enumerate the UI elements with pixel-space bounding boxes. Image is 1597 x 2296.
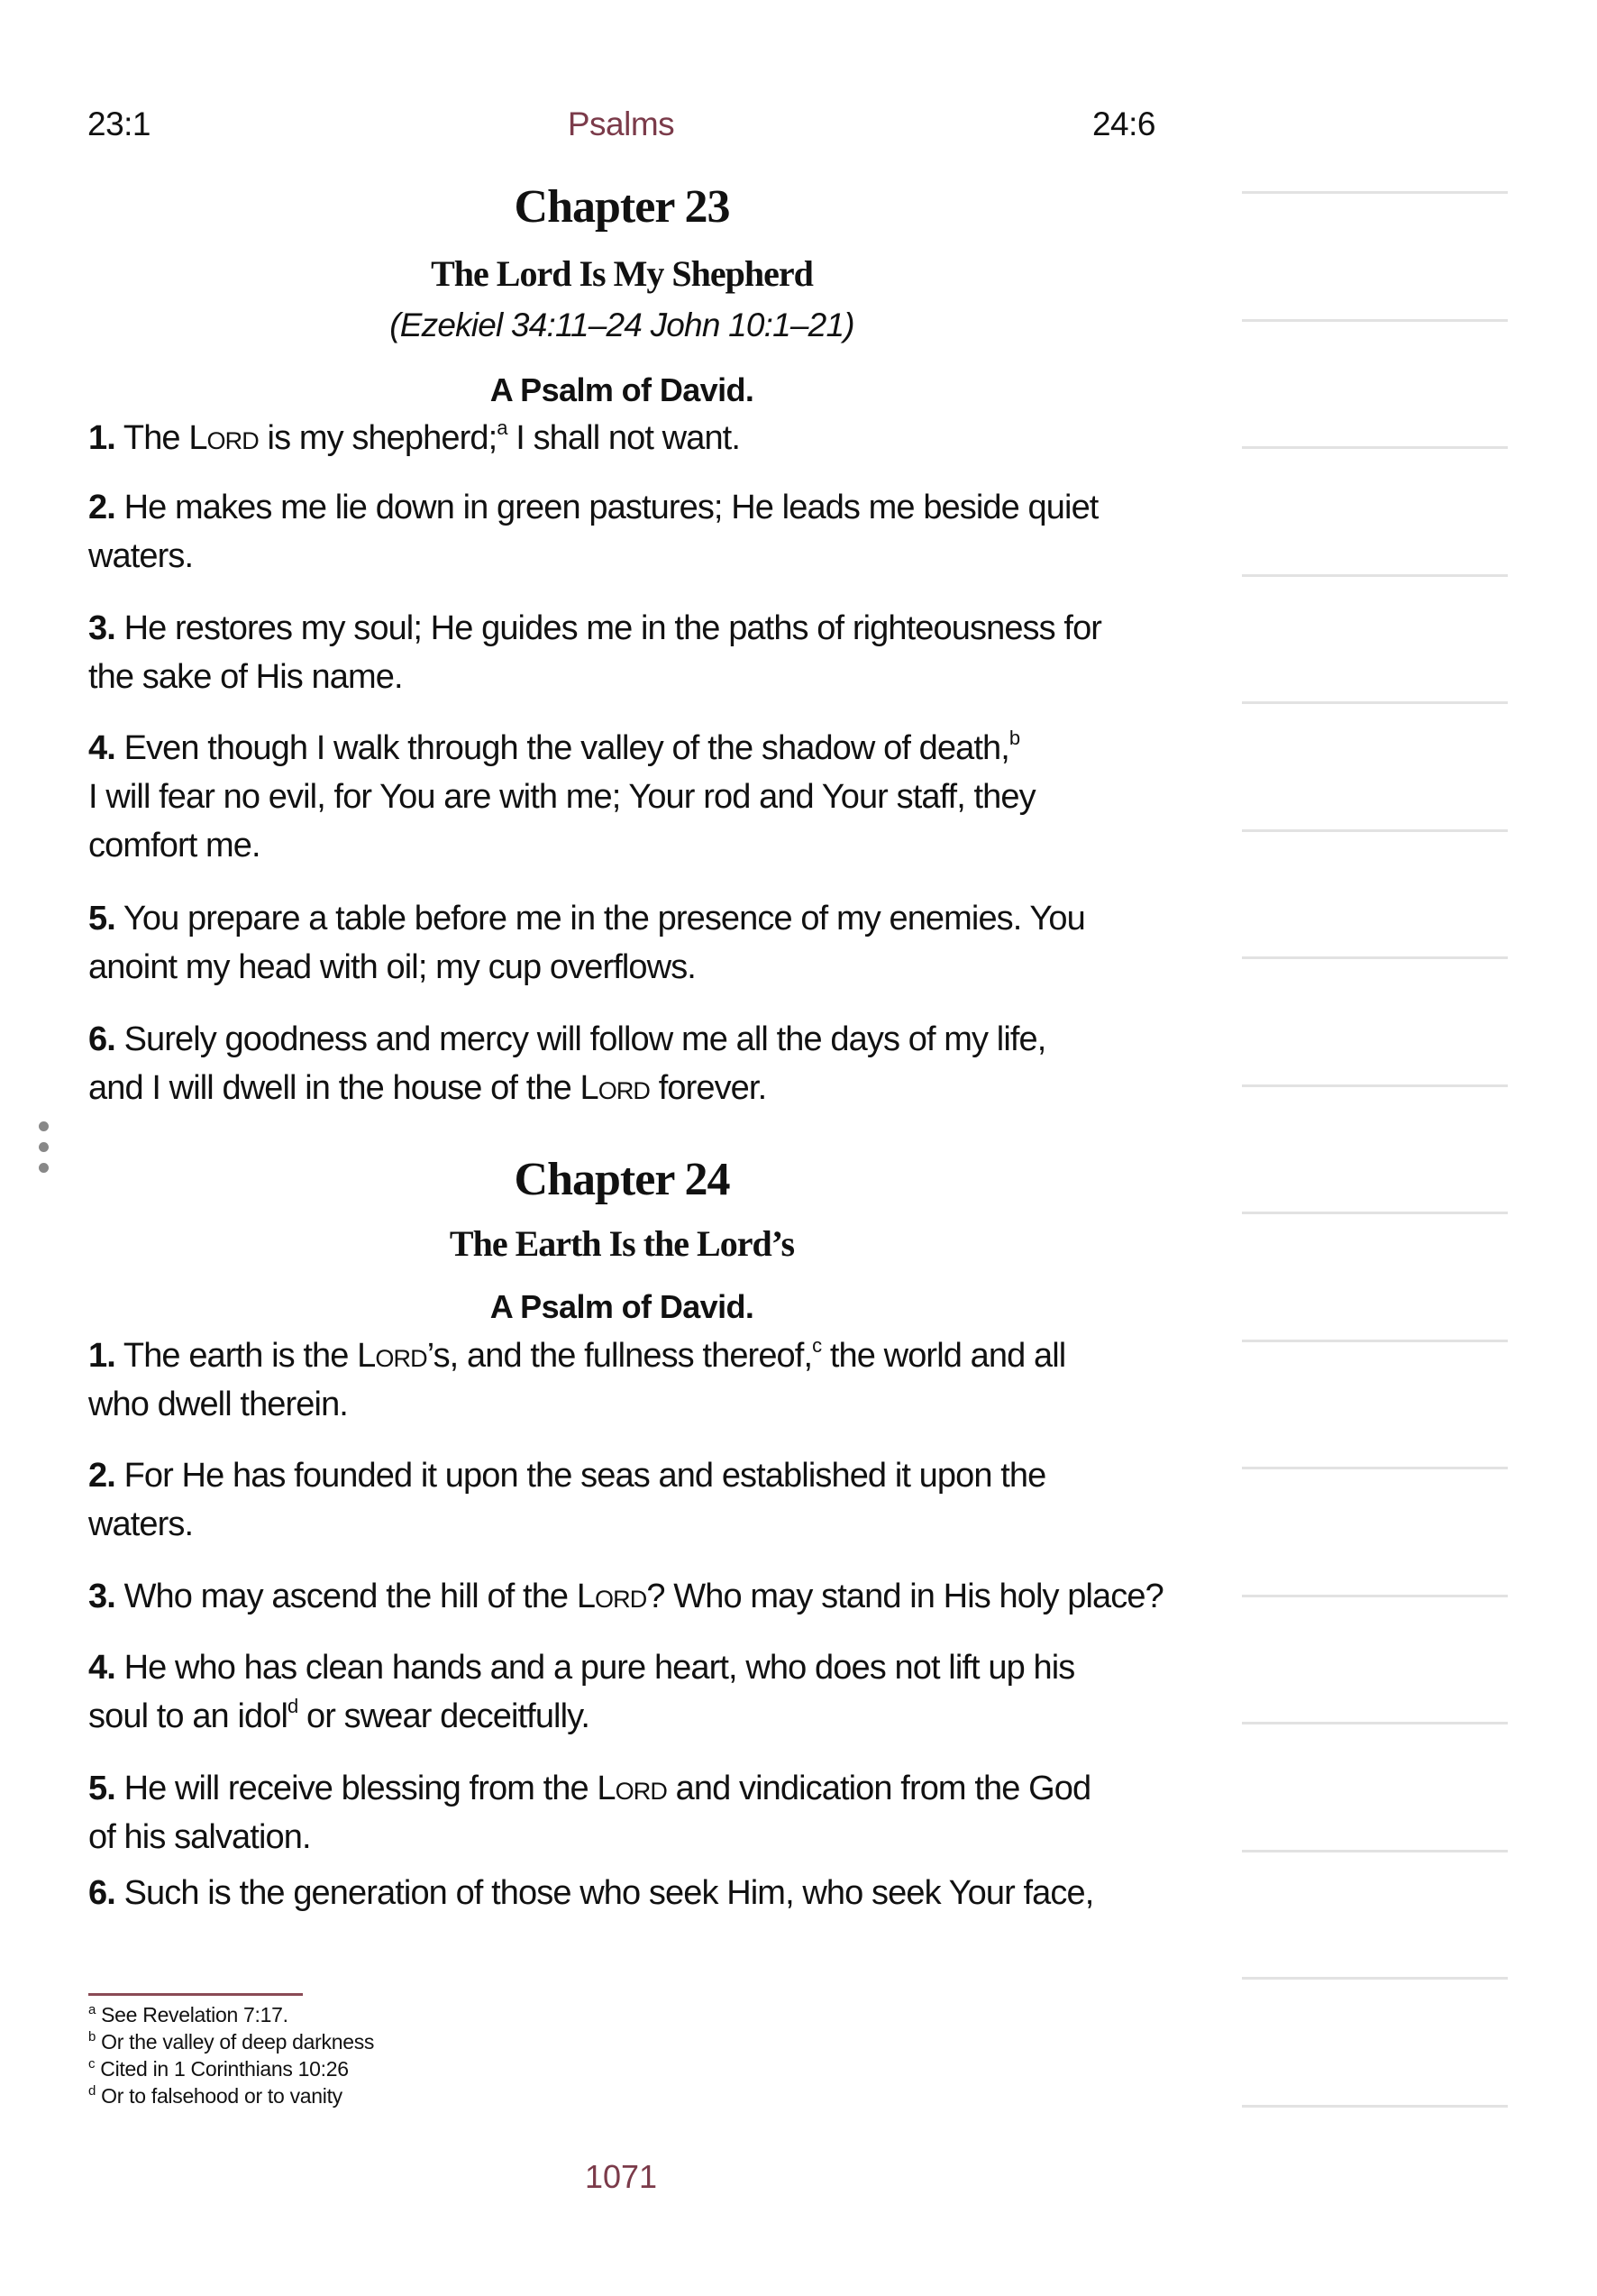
footnote-text: Cited in 1 Corinthians 10:26 [100, 2057, 349, 2081]
divine-name: Lord [188, 419, 259, 457]
note-line [1242, 1850, 1508, 1852]
chapter-23-subtitle: The Lord Is My Shepherd [431, 253, 813, 294]
verse-number: 1. [88, 419, 115, 457]
verse[interactable] [88, 483, 1170, 581]
verse-line: and I will dwell in the house of the Lord forever. [88, 1069, 767, 1107]
verse-number: 5. [88, 900, 115, 938]
note-line [1242, 1212, 1508, 1214]
divine-name: Lord [579, 1069, 651, 1107]
verse-line: who dwell therein. [88, 1386, 348, 1423]
verse-number: 2. [88, 489, 115, 526]
verse[interactable] [88, 1015, 1170, 1112]
footnote-text: See Revelation 7:17. [101, 2003, 288, 2026]
verse-line: 4. He who has clean hands and a pure heart, who does not lift up his [88, 1649, 1075, 1687]
note-line [1242, 956, 1508, 959]
verse[interactable] [88, 1451, 1170, 1549]
verse-line: of his salvation. [88, 1818, 311, 1856]
verse-line: soul to an idol$^d$ or swear deceitfully. [88, 1695, 590, 1735]
verse-line: waters. [88, 1505, 194, 1543]
verse-line: 5. He will receive blessing from the Lord and vindication from the God [88, 1770, 1091, 1807]
footnote-marker: d [88, 2083, 96, 2099]
footnote-reference[interactable]: a [497, 416, 507, 440]
note-line [1242, 1977, 1508, 1980]
note-line [1242, 191, 1508, 194]
footnote-text: Or to falsehood or to vanity [101, 2084, 342, 2108]
verse-number: 6. [88, 1020, 115, 1058]
note-line [1242, 1084, 1508, 1087]
footnote-marker: b [88, 2029, 96, 2045]
chapter-23-superscription: A Psalm of David. [489, 371, 754, 408]
page-number: 1071 [584, 2158, 658, 2195]
book-title: Psalms [567, 105, 675, 142]
divine-name: Lord [576, 1578, 647, 1615]
footnote-b[interactable] [88, 2028, 374, 2055]
footnote-a[interactable] [88, 2001, 288, 2028]
chapter-24-subtitle: The Earth Is the Lord’s [449, 1223, 795, 1264]
footnote-c[interactable] [88, 2055, 349, 2082]
verse-number: 4. [88, 1649, 115, 1687]
verse-number: 1. [88, 1337, 115, 1375]
verse-number: 3. [88, 1578, 115, 1615]
verse-line: the sake of His name. [88, 658, 403, 696]
verse[interactable] [88, 894, 1170, 992]
verse-line: anoint my head with oil; my cup overflows. [88, 948, 696, 986]
note-line [1242, 1340, 1508, 1342]
verse-number: 6. [88, 1874, 115, 1912]
verse-number: 4. [88, 729, 115, 767]
verse-line: 1. The Lord is my shepherd;$^a$ I shall not want. [88, 416, 741, 457]
chapter-24-title: Chapter 24 [514, 1154, 730, 1205]
range-start: 23:1 [87, 105, 151, 142]
chapter-24-superscription: A Psalm of David. [489, 1288, 754, 1325]
footnote-divider [88, 1993, 303, 1996]
note-line [1242, 829, 1508, 832]
note-line [1242, 1595, 1508, 1597]
note-line [1242, 446, 1508, 449]
verse-line: 3. He restores my soul; He guides me in the paths of righteousness for [88, 609, 1102, 647]
verse-line: 6. Such is the generation of those who seek Him, who seek Your face, [88, 1874, 1094, 1912]
footnote-reference[interactable]: b [1008, 727, 1020, 750]
verse-line: 1. The earth is the Lord’s, and the fullness thereof,$^c$ the world and all [88, 1334, 1066, 1375]
note-line [1242, 2105, 1508, 2108]
verse-number: 5. [88, 1770, 115, 1807]
verse[interactable] [88, 724, 1170, 870]
footnote-marker: a [88, 2002, 96, 2018]
verse-line: 6. Surely goodness and mercy will follow me all the days of my life, [88, 1020, 1046, 1058]
divine-name: Lord [357, 1337, 427, 1375]
verse[interactable] [88, 1572, 1170, 1621]
footnote-reference[interactable]: c [812, 1334, 822, 1358]
verse-line: comfort me. [88, 827, 260, 864]
range-end: 24:6 [1091, 105, 1155, 142]
note-line [1242, 574, 1508, 577]
more-vertical-icon[interactable] [39, 1121, 50, 1175]
footnote-d[interactable] [88, 2082, 342, 2109]
footnote-marker: c [88, 2056, 96, 2072]
note-line [1242, 1722, 1508, 1724]
chapter-23-cross-reference: (Ezekiel 34:11–24 John 10:1–21) [389, 306, 854, 343]
verse[interactable] [88, 604, 1170, 701]
verse-line: I will fear no evil, for You are with me; Your rod and Your staff, they [88, 778, 1036, 816]
verse[interactable] [88, 1869, 1170, 1917]
note-line [1242, 701, 1508, 704]
divine-name: Lord [597, 1770, 667, 1807]
footnote-text: Or the valley of deep darkness [101, 2030, 375, 2054]
verse-line: 4. Even though I walk through the valley of the shadow of death,$^b$ [88, 727, 1020, 767]
verse[interactable] [88, 1643, 1170, 1741]
dot [39, 1163, 49, 1173]
verse-line: waters. [88, 537, 194, 575]
dot [39, 1121, 49, 1131]
verse-line: 3. Who may ascend the hill of the Lord? Who may stand in His holy place? [88, 1578, 1164, 1615]
verse[interactable] [88, 414, 1170, 462]
verse[interactable] [88, 1331, 1170, 1429]
verse-number: 2. [88, 1457, 115, 1495]
verse-line: 5. You prepare a table before me in the presence of my enemies. You [88, 900, 1085, 938]
note-line [1242, 319, 1508, 322]
note-line [1242, 1467, 1508, 1469]
verse-number: 3. [88, 609, 115, 647]
dot [39, 1142, 49, 1152]
footnote-reference[interactable]: d [287, 1695, 298, 1718]
verse[interactable] [88, 1764, 1170, 1861]
chapter-23-title: Chapter 23 [514, 181, 730, 233]
verse-line: 2. He makes me lie down in green pastures; He leads me beside quiet [88, 489, 1099, 526]
verse-line: 2. For He has founded it upon the seas and established it upon the [88, 1457, 1046, 1495]
